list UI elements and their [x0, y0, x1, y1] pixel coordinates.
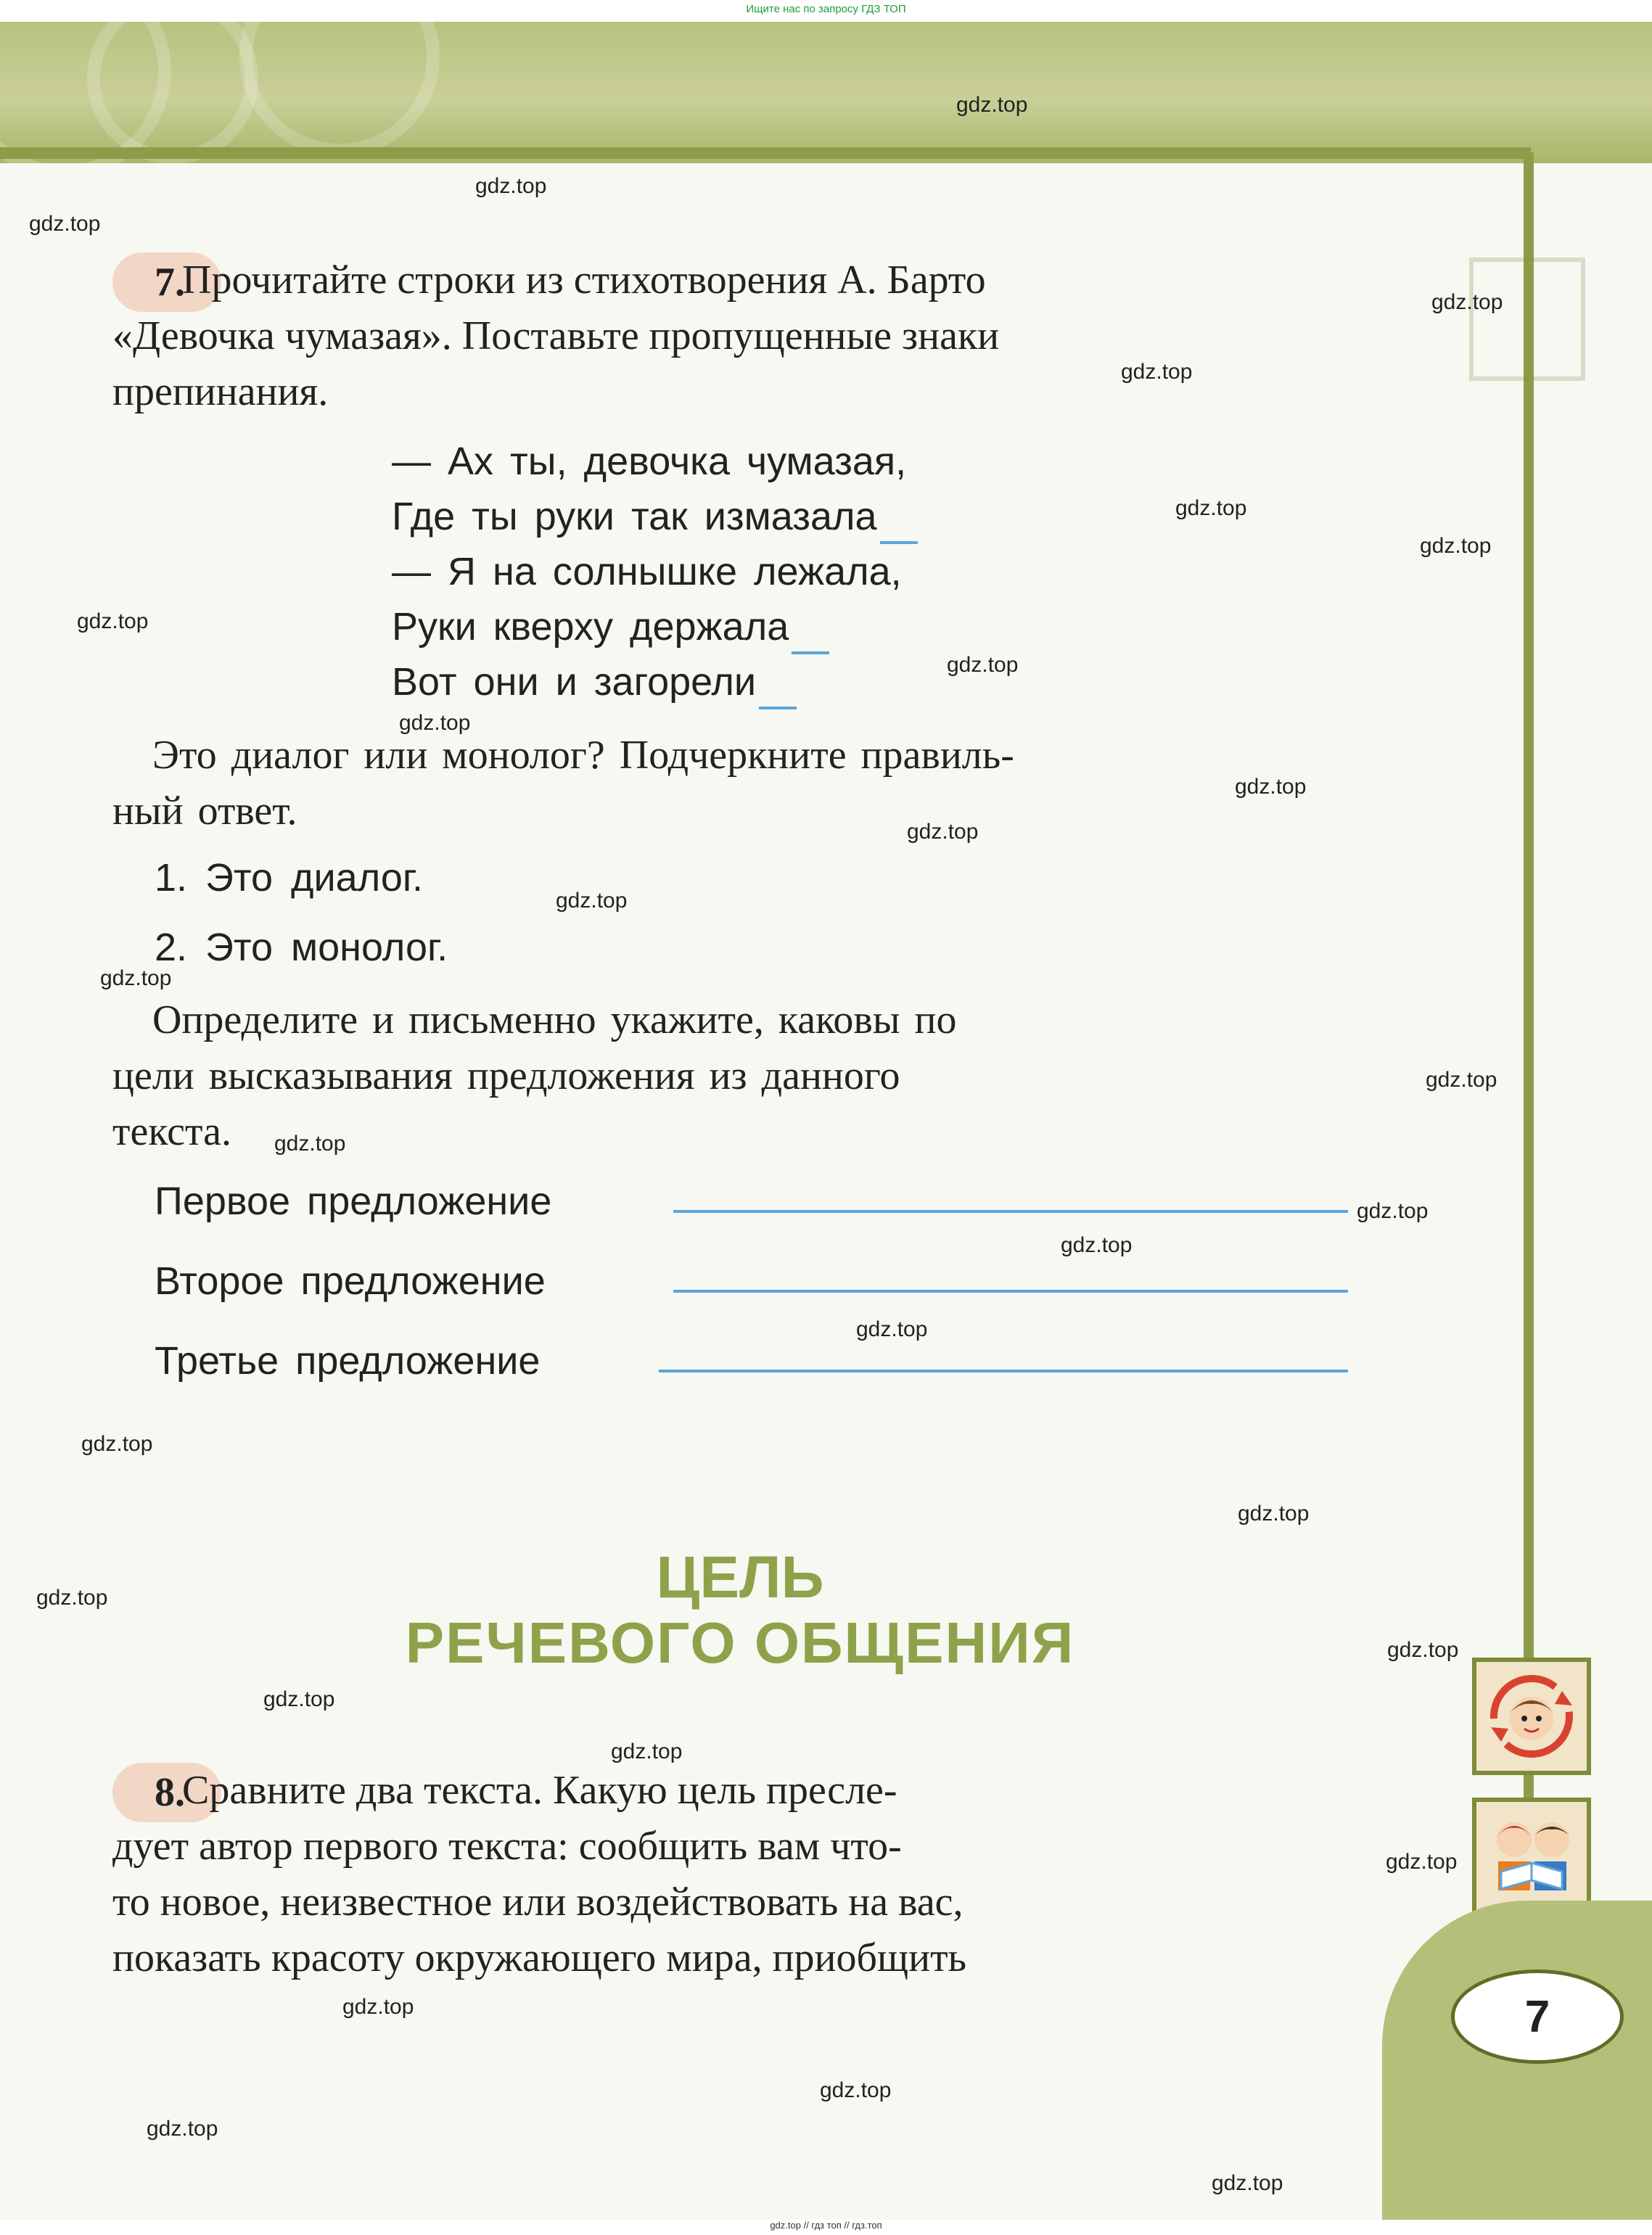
task-7-intro: [112, 252, 1349, 420]
watermark: gdz.top: [342, 1995, 414, 2019]
sentence-label-1: Первое предложение: [155, 1180, 552, 1223]
question-line-2: ный ответ.: [112, 789, 297, 834]
poem-line-5-text: Вот они и загорели: [392, 660, 757, 704]
poem-line-2: [392, 489, 918, 544]
watermark: gdz.top: [611, 1740, 683, 1763]
task-7-question: [112, 728, 1349, 839]
task-7-intro-line-3: препинания.: [112, 369, 329, 414]
watermark: gdz.top: [100, 966, 172, 990]
watermark: gdz.top: [1175, 496, 1247, 520]
watermark: gdz.top: [29, 212, 101, 236]
instruction-line-1: Определите и письменно укажите, каковы по: [152, 997, 957, 1042]
watermark: gdz.top: [820, 2078, 892, 2102]
task-8-line-1: Сравните два текста. Какую цель пресле-: [182, 1768, 897, 1813]
watermark: gdz.top: [856, 1317, 928, 1341]
task-8-line-3: то новое, неизвестное или воздействовать на вас,: [112, 1880, 963, 1925]
watermark: gdz.top: [1387, 1638, 1459, 1662]
cycle-face-icon: [1472, 1658, 1591, 1775]
task-7-number: 7.: [112, 252, 221, 312]
watermark: gdz.top: [1212, 2171, 1283, 2195]
watermark: gdz.top: [947, 653, 1019, 677]
answer-line-3[interactable]: [659, 1370, 1348, 1372]
watermark: gdz.top: [475, 174, 547, 198]
watermark: gdz.top: [1431, 290, 1503, 314]
watermark: gdz.top: [147, 2117, 218, 2141]
poem-line-5: [392, 654, 797, 709]
poem-line-1: — Ах ты, девочка чумазая,: [392, 440, 907, 483]
poem-line-4-text: Руки кверху держала: [392, 605, 789, 649]
task-7-intro-line-2: «Девочка чумазая». Поставьте пропущенные знаки: [112, 313, 1000, 358]
watermark: gdz.top: [1061, 1233, 1133, 1257]
punctuation-blank[interactable]: [759, 663, 797, 709]
watermark: gdz.top: [399, 711, 471, 735]
watermark: gdz.top: [1235, 775, 1307, 799]
watermark: gdz.top: [1420, 534, 1492, 558]
page-number: 7: [1451, 1969, 1624, 2064]
bottom-note: gdz.top // гдз топ // гдз.топ: [770, 2220, 882, 2231]
section-title-line-1: ЦЕЛЬ: [656, 1544, 824, 1610]
answer-option-monolog[interactable]: 2. Это монолог.: [155, 926, 448, 969]
top-divider: [0, 147, 1531, 159]
children-reading-icon: [1472, 1798, 1591, 1915]
watermark: gdz.top: [1357, 1199, 1429, 1223]
section-title-line-2: РЕЧЕВОГО ОБЩЕНИЯ: [405, 1610, 1075, 1675]
task-8-text: [112, 1763, 1349, 1986]
watermark: gdz.top: [956, 93, 1028, 117]
poem-line-3: — Я на солнышке лежала,: [392, 550, 902, 593]
task-8-line-2: дует автор первого текста: сообщить вам что-: [112, 1824, 902, 1869]
poem-line-4: [392, 599, 829, 654]
sentence-label-2: Второе предложение: [155, 1259, 546, 1303]
watermark: gdz.top: [1238, 1502, 1310, 1526]
faint-margin-icon: [1469, 258, 1585, 381]
punctuation-blank[interactable]: [880, 498, 918, 544]
watermark: gdz.top: [274, 1132, 346, 1156]
answer-option-dialog[interactable]: 1. Это диалог.: [155, 856, 423, 900]
task-8-number: 8.: [112, 1763, 221, 1822]
answer-line-2[interactable]: [673, 1290, 1348, 1293]
watermark: gdz.top: [77, 609, 149, 633]
poem-line-2-text: Где ты руки так измазала: [392, 495, 877, 538]
section-title: [341, 1545, 1139, 1676]
watermark: gdz.top: [1426, 1068, 1497, 1092]
watermark: gdz.top: [81, 1432, 153, 1456]
watermark: gdz.top: [1121, 360, 1193, 384]
watermark: gdz.top: [36, 1586, 108, 1610]
instruction-line-3: текста.: [112, 1109, 232, 1154]
watermark: gdz.top: [556, 889, 628, 913]
question-line-1: Это диалог или монолог? Подчеркните правиль-: [152, 733, 1014, 778]
top-banner: [0, 22, 1652, 163]
top-note: Ищите нас по запросу ГДЗ ТОП: [746, 3, 906, 15]
watermark: gdz.top: [907, 820, 979, 844]
task-7-intro-line-1: Прочитайте строки из стихотворения А. Барто: [182, 258, 986, 302]
watermark: gdz.top: [263, 1687, 335, 1711]
instruction-line-2: цели высказывания предложения из данного: [112, 1053, 900, 1098]
task-8-line-4: показать красоту окружающего мира, приобщить: [112, 1935, 967, 1980]
watermark: gdz.top: [1386, 1850, 1458, 1874]
answer-line-1[interactable]: [673, 1210, 1348, 1213]
sentence-label-3: Третье предложение: [155, 1339, 541, 1383]
punctuation-blank[interactable]: [792, 608, 829, 654]
